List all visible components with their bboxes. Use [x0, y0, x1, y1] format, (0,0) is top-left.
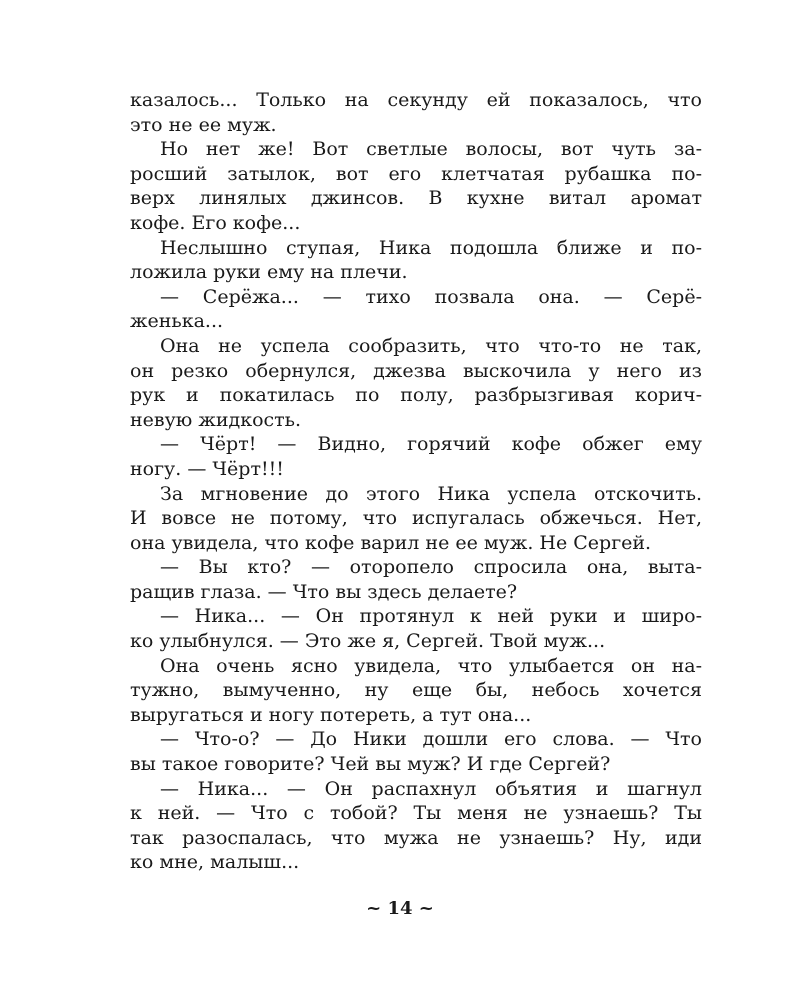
text-line: ложила руки ему на плечи.	[130, 261, 408, 284]
text-line: он резко обернулся, джезва выскочила у него из	[130, 359, 702, 382]
text-line: верх линялых джинсов. В кухне витал аромат	[130, 187, 702, 210]
text-line: — Ника... — Он распахнул объятия и шагнул	[160, 777, 702, 800]
text-line: Она очень ясно увидела, что улыбается он на-	[160, 654, 702, 677]
text-line: Она не успела сообразить, что что-то не так,	[160, 334, 702, 357]
text-line: — Серёжа... — тихо позвала она. — Серё-	[160, 285, 702, 308]
body-text	[130, 88, 702, 875]
text-line: ногу. — Чёрт!!!	[130, 457, 284, 480]
text-line: это не ее муж.	[130, 113, 277, 136]
text-line: рук и покатилась по полу, разбрызгивая корич-	[130, 384, 702, 407]
text-line: росший затылок, вот его клетчатая рубашка по-	[130, 162, 702, 185]
text-line: вы такое говорите? Чей вы муж? И где Сергей?	[130, 753, 611, 776]
text-line: ко мне, малыш...	[130, 851, 300, 874]
text-line: Но нет же! Вот светлые волосы, вот чуть за-	[160, 138, 702, 161]
text-line: ращив глаза. — Что вы здесь делаете?	[130, 580, 518, 603]
text-line: И вовсе не потому, что испугалась обжечься. Нет,	[130, 507, 702, 530]
text-line: — Что-о? — До Ники дошли его слова. — Что	[160, 728, 702, 751]
text-line: тужно, вымученно, ну еще бы, небось хочется	[130, 679, 702, 702]
text-line: женька...	[130, 310, 224, 333]
text-line: кофе. Его кофе...	[130, 211, 301, 234]
page-number: ~ 14 ~	[366, 898, 434, 919]
text-line: — Вы кто? — оторопело спросила она, выта-	[160, 556, 702, 579]
text-line: — Чёрт! — Видно, горячий кофе обжег ему	[160, 433, 702, 456]
text-line: к ней. — Что с тобой? Ты меня не узнаешь? Ты	[130, 802, 702, 825]
text-line: За мгновение до этого Ника успела отскочить.	[160, 482, 702, 505]
text-line: ко улыбнулся. — Это же я, Сергей. Твой муж...	[130, 630, 606, 653]
text-line: казалось... Только на секунду ей показалось, что	[130, 89, 702, 111]
text-line: она увидела, что кофе варил не ее муж. Не Сергей.	[130, 531, 652, 554]
text-line: так разоспалась, что мужа не узнаешь? Ну, иди	[130, 826, 702, 849]
text-line: — Ника... — Он протянул к ней руки и широ-	[160, 605, 702, 628]
text-line: Неслышно ступая, Ника подошла ближе и по-	[160, 236, 702, 259]
text-line: невую жидкость.	[130, 408, 302, 431]
text-line: выругаться и ногу потереть, а тут она...	[130, 703, 532, 726]
